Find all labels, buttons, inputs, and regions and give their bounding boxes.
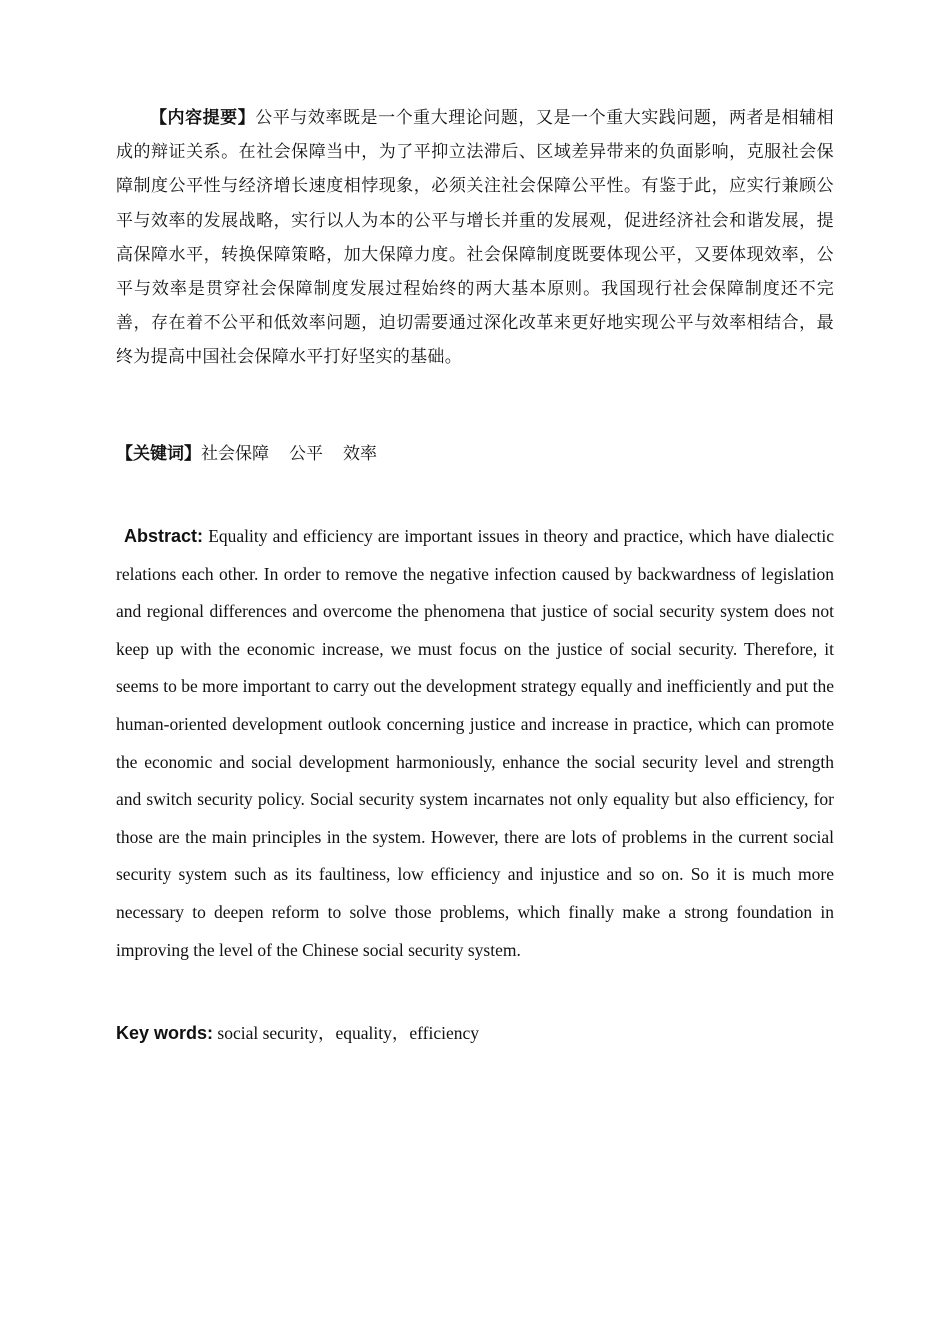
chinese-abstract-label: 【内容提要】 <box>150 108 256 128</box>
chinese-abstract-text: 公平与效率既是一个重大理论问题，又是一个重大实践问题，两者是相辅相成的辩证关系。在社会保障当中，为了平抑立法滞后、区域差异带来的负面影响，克服社会保障制度公平性与经济增长速度相悖现象，必须关注社会保障公平性。有鉴于此，应实行兼顾公平与效率的发展战略，实行以人为本的公平与增长并重的发展观，促进经济社会和谐发展，提高保障水平，转换保障策略，加大保障力度。社会保障制度既要体现公平，又要体现效率，公平与效率是贯穿社会保障制度发展过程始终的两大基本原则。我国现行社会保障制度还不完善，存在着不公平和低效率问题，迫切需要通过深化改革来更好地实现公平与效率相结合，最终为提高中国社会保障水平打好坚实的基础。 <box>116 108 834 368</box>
english-keywords-text: social security，equality，efficiency <box>217 1023 480 1043</box>
chinese-keyword: 社会保障 <box>201 444 269 464</box>
english-abstract-text: Equality and efficiency are important issues in theory and practice, which have dialectic relations each other. In order to remove the negative infection caused by backwardness of legislation and regional differences and overcome the phenomena that justice of social security system does not keep up with the economic increase, we must focus on the justice of social security. Therefore, it seems to be more important to carry out the development strategy equally and inefficiently and put the human-oriented development outlook concerning justice and increase in practice, which can promote the economic and social development harmoniously, enhance the social security level and strength and switch security policy. Social security system incarnates not only equality but also efficiency, for those are the main principles in the system. However, there are lots of problems in the current social security system such as its faultiness, low efficiency and injustice and so on. So it is much more necessary to deepen reform to solve those problems, which finally make a strong foundation in improving the level of the Chinese social security system. <box>116 526 835 960</box>
english-abstract-label: Abstract: <box>124 526 204 546</box>
chinese-keyword: 效率 <box>343 444 377 464</box>
chinese-keyword: 公平 <box>289 444 323 464</box>
chinese-abstract-paragraph <box>116 101 834 375</box>
english-abstract-section <box>116 518 834 969</box>
chinese-keywords-line <box>116 437 377 471</box>
english-keywords-line <box>116 1016 479 1050</box>
english-keywords-label: Key words: <box>116 1023 214 1043</box>
chinese-keywords-label: 【关键词】 <box>116 444 201 464</box>
english-abstract-paragraph <box>116 518 834 969</box>
chinese-abstract-section <box>116 101 834 375</box>
